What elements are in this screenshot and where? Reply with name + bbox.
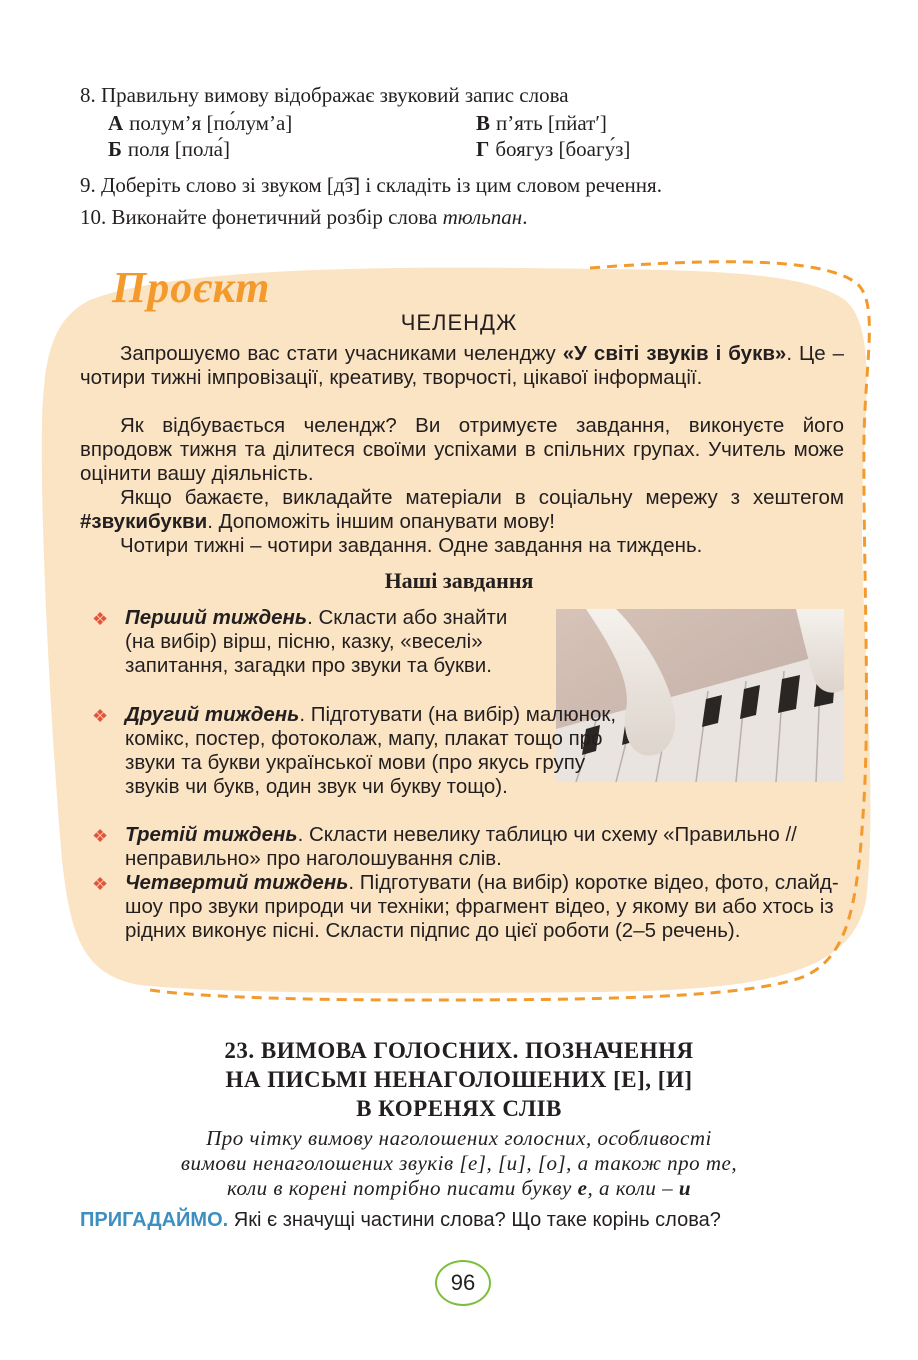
paragraph-text: . Це – чотири тижні імпровізації, креативу, творчості, цікавої інформації. [80, 342, 844, 389]
letter-e: е [577, 1176, 588, 1200]
task-name: Четвертий тиждень [125, 871, 349, 894]
project-paragraph-3 [80, 486, 844, 534]
question-text: Доберіть слово зі звуком [д͡з] і складіть із цим словом речення. [101, 173, 662, 197]
project-paragraph-1 [80, 342, 844, 390]
section-subtitle [0, 1126, 918, 1201]
task-text: . Підготувати (на вибір) малюнок, комікс, постер, фотоколаж, мапу, плакат тощо про звуки та букви української мови (про якусь групу звуків чи букв, один звук чи букву тощо). [125, 703, 617, 798]
question-number: 8. [80, 83, 96, 107]
diamond-bullet-icon: ❖ [92, 609, 109, 629]
question-number: 9. [80, 173, 96, 197]
project-paragraph-4 [80, 534, 844, 558]
paragraph-text: Як відбувається челендж? Ви отримуєте завдання, виконуєте його впродовж тижня та ділитеся своїми успіхами в спільних групах. Учитель може оцінити вашу діяльність. [80, 414, 844, 485]
challenge-name: «У світі звуків і букв» [562, 342, 787, 365]
subtitle-line: вимови ненаголошених звуків [е], [и], [о], а також про те, [180, 1151, 738, 1175]
option-letter: Г [476, 137, 490, 161]
recall-label: ПРИГАДАЙМО. [80, 1209, 229, 1231]
task-name: Третій тиждень [125, 823, 298, 846]
letter-y: и [678, 1176, 692, 1200]
paragraph-text: Чотири тижні – чотири завдання. Одне завдання на тиждень. [120, 534, 703, 557]
subtitle-text: , а коли – [587, 1176, 679, 1200]
challenge-heading: ЧЕЛЕНДЖ [400, 310, 518, 335]
task-text: . Скласти або знайти (на вибір) вірш, пісню, казку, «веселі» запитання, загадки про звуки та букви. [125, 606, 508, 677]
task-week-1 [125, 606, 535, 678]
task-week-3 [125, 823, 845, 871]
page-number: 96 [435, 1260, 491, 1306]
section-title [0, 1036, 918, 1123]
question-end: . [522, 205, 528, 229]
section-title-line: 23. ВИМОВА ГОЛОСНИХ. ПОЗНАЧЕННЯ [224, 1038, 694, 1063]
recall-text: Які є значущі частини слова? Що таке корінь слова? [228, 1209, 721, 1231]
paragraph-text: . Допоможіть іншим опанувати мову! [207, 510, 555, 533]
option-letter: А [108, 111, 124, 135]
question-word: тюльпан [442, 205, 523, 229]
subtitle-line: Про чітку вимову наголошених голосних, особливості [206, 1126, 712, 1150]
project-paragraph-2 [80, 414, 844, 486]
option-letter: В [476, 111, 491, 135]
task-text: . Скласти невелику таблицю чи схему «Правильно // неправильно» про наголошування слів. [125, 823, 797, 870]
option-text: поля [пола́] [127, 137, 230, 161]
paragraph-text: Якщо бажаєте, викладайте матеріали в соціальну мережу з хештегом [120, 486, 844, 509]
tasks-heading: Наші завдання [384, 568, 534, 593]
option-text: боягуз [боагу́з] [495, 137, 631, 161]
project-title: Проєкт [112, 263, 271, 312]
task-text: . Підготувати (на вибір) коротке відео, фото, слайд-шоу про звуки природи чи техніки; фрагмент відео, у якому ви або хтось із рідних виконує пісні. Скласти підпис до цієї роботи (2–5 речень). [125, 871, 839, 942]
task-week-2 [125, 703, 625, 799]
task-name: Перший тиждень [125, 606, 308, 629]
task-name: Другий тиждень [125, 703, 300, 726]
diamond-bullet-icon: ❖ [92, 874, 109, 894]
section-title-line: НА ПИСЬМІ НЕНАГОЛОШЕНИХ [Е], [И] [225, 1067, 693, 1092]
subtitle-text: коли в корені потрібно писати букву [226, 1176, 578, 1200]
recall-line [80, 1209, 721, 1232]
question-number: 10. [80, 205, 107, 229]
hashtag: #звукибукви [80, 510, 208, 533]
option-text: полум’я [по́лум’а] [129, 111, 293, 135]
subtitle-line [0, 1176, 918, 1201]
question-text: Правильну вимову відображає звуковий запис слова [101, 83, 569, 107]
section-title-line: В КОРЕНЯХ СЛІВ [356, 1096, 562, 1121]
paragraph-text: Запрошуємо вас стати учасниками челенджу [120, 342, 563, 365]
diamond-bullet-icon: ❖ [92, 826, 109, 846]
option-letter: Б [108, 137, 122, 161]
diamond-bullet-icon: ❖ [92, 706, 109, 726]
question-text: Виконайте фонетичний розбір слова [111, 205, 443, 229]
task-week-4 [125, 871, 845, 943]
option-text: п’ять [пйат′] [496, 111, 607, 135]
